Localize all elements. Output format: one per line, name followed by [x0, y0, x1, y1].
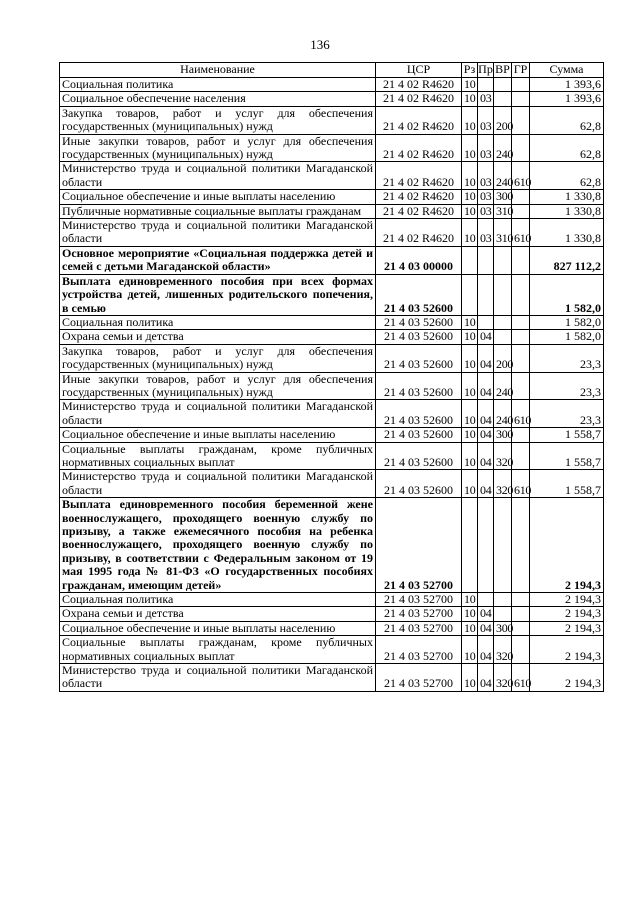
cell-sum: 62,8	[530, 134, 604, 162]
cell-sum: 1 582,0	[530, 315, 604, 329]
cell-rz: 10	[462, 664, 478, 692]
cell-rz: 10	[462, 92, 478, 106]
cell-csr: 21 4 03 52700	[376, 664, 462, 692]
cell-vr: 310	[494, 219, 512, 247]
cell-gr: 610	[512, 470, 530, 498]
cell-rz: 10	[462, 106, 478, 134]
cell-csr: 21 4 03 52600	[376, 442, 462, 470]
cell-name: Социальные выплаты гражданам, кроме публичных нормативных социальных выплат	[60, 442, 376, 470]
cell-name: Социальное обеспечение и иные выплаты населению	[60, 428, 376, 442]
cell-csr: 21 4 03 52600	[376, 470, 462, 498]
cell-gr	[512, 607, 530, 621]
cell-name: Социальное обеспечение и иные выплаты населению	[60, 190, 376, 204]
table-row	[60, 330, 604, 344]
cell-rz: 10	[462, 621, 478, 635]
cell-vr: 320	[494, 470, 512, 498]
cell-name: Охрана семьи и детства	[60, 330, 376, 344]
cell-vr	[494, 315, 512, 329]
table-row	[60, 498, 604, 593]
table-row	[60, 664, 604, 692]
cell-csr: 21 4 03 52600	[376, 274, 462, 315]
table-row	[60, 274, 604, 315]
cell-name: Выплата единовременного пособия беременной жене военнослужащего, проходящего военную службу по призыву, а также ежемесячного пособия на ребенка военнослужащего, проходящего военную службу по призыву, в соответствии с Федеральным законом от 19 мая 1995 года № 81-ФЗ «О государственных пособиях гражданам, имеющим детей»	[60, 498, 376, 593]
cell-sum: 1 393,6	[530, 78, 604, 92]
table-row	[60, 315, 604, 329]
cell-vr	[494, 78, 512, 92]
cell-name: Социальная политика	[60, 593, 376, 607]
cell-rz: 10	[462, 204, 478, 218]
cell-csr: 21 4 03 52700	[376, 621, 462, 635]
cell-rz: 10	[462, 190, 478, 204]
cell-name: Министерство труда и социальной политики Магаданской области	[60, 400, 376, 428]
cell-name: Основное мероприятие «Социальная поддержка детей и семей с детьми Магаданской области»	[60, 246, 376, 274]
cell-gr	[512, 593, 530, 607]
cell-pr	[478, 274, 494, 315]
cell-name: Социальная политика	[60, 78, 376, 92]
cell-csr: 21 4 03 52600	[376, 400, 462, 428]
cell-sum: 23,3	[530, 372, 604, 400]
cell-name: Иные закупки товаров, работ и услуг для обеспечения государственных (муниципальных) нужд	[60, 134, 376, 162]
cell-vr	[494, 593, 512, 607]
cell-pr: 04	[478, 330, 494, 344]
cell-sum: 62,8	[530, 162, 604, 190]
cell-csr: 21 4 03 52600	[376, 344, 462, 372]
cell-pr	[478, 78, 494, 92]
header-gr: ГР	[512, 63, 530, 78]
cell-pr	[478, 315, 494, 329]
cell-sum: 23,3	[530, 344, 604, 372]
cell-name: Министерство труда и социальной политики Магаданской области	[60, 219, 376, 247]
cell-rz: 10	[462, 470, 478, 498]
cell-pr: 03	[478, 92, 494, 106]
cell-sum: 1 330,8	[530, 219, 604, 247]
cell-gr	[512, 190, 530, 204]
header-vr: ВР	[495, 62, 510, 77]
cell-vr: 300	[494, 621, 512, 635]
cell-vr: 200	[494, 344, 512, 372]
table-row	[60, 246, 604, 274]
cell-rz: 10	[462, 442, 478, 470]
table-row	[60, 204, 604, 218]
cell-csr: 21 4 03 52700	[376, 593, 462, 607]
table-row	[60, 78, 604, 92]
cell-gr	[512, 106, 530, 134]
cell-sum: 1 330,8	[530, 190, 604, 204]
cell-sum: 2 194,3	[530, 636, 604, 664]
cell-gr	[512, 372, 530, 400]
cell-csr: 21 4 02 R4620	[376, 78, 462, 92]
cell-name: Социальное обеспечение населения	[60, 92, 376, 106]
cell-sum: 2 194,3	[530, 593, 604, 607]
cell-csr: 21 4 03 00000	[376, 246, 462, 274]
cell-csr: 21 4 02 R4620	[376, 190, 462, 204]
page-number: 136	[310, 37, 330, 52]
cell-vr: 240	[494, 372, 512, 400]
cell-rz: 10	[462, 134, 478, 162]
cell-csr: 21 4 03 52700	[376, 636, 462, 664]
cell-gr	[512, 92, 530, 106]
cell-sum: 2 194,3	[530, 607, 604, 621]
cell-pr: 03	[478, 162, 494, 190]
header-rz: Рз	[462, 63, 478, 78]
cell-name: Социальная политика	[60, 315, 376, 329]
cell-gr	[512, 330, 530, 344]
cell-name: Закупка товаров, работ и услуг для обеспечения государственных (муниципальных) нужд	[60, 344, 376, 372]
cell-rz: 10	[462, 372, 478, 400]
cell-rz: 10	[462, 607, 478, 621]
cell-sum: 827 112,2	[530, 246, 604, 274]
cell-rz: 10	[462, 315, 478, 329]
cell-rz: 10	[462, 344, 478, 372]
cell-sum: 1 558,7	[530, 428, 604, 442]
table-row	[60, 607, 604, 621]
cell-name: Социальное обеспечение и иные выплаты населению	[60, 621, 376, 635]
cell-pr: 04	[478, 428, 494, 442]
header-csr: ЦСР	[376, 63, 462, 78]
table-row	[60, 621, 604, 635]
cell-vr	[494, 607, 512, 621]
cell-csr: 21 4 02 R4620	[376, 106, 462, 134]
cell-name: Выплата единовременного пособия при всех формах устройства детей, лишенных родительского попечения, в семью	[60, 274, 376, 315]
cell-pr: 04	[478, 442, 494, 470]
table-row	[60, 442, 604, 470]
cell-rz: 10	[462, 593, 478, 607]
cell-gr	[512, 315, 530, 329]
cell-sum: 62,8	[530, 106, 604, 134]
table-row	[60, 636, 604, 664]
cell-rz: 10	[462, 400, 478, 428]
cell-vr	[494, 246, 512, 274]
cell-gr	[512, 246, 530, 274]
cell-name: Закупка товаров, работ и услуг для обеспечения государственных (муниципальных) нужд	[60, 106, 376, 134]
cell-pr: 04	[478, 621, 494, 635]
cell-name: Публичные нормативные социальные выплаты гражданам	[60, 204, 376, 218]
cell-rz: 10	[462, 636, 478, 664]
cell-vr: 240	[494, 134, 512, 162]
cell-vr: 310	[494, 204, 512, 218]
cell-pr: 04	[478, 664, 494, 692]
table-row	[60, 106, 604, 134]
cell-name: Министерство труда и социальной политики Магаданской области	[60, 470, 376, 498]
cell-csr: 21 4 02 R4620	[376, 219, 462, 247]
cell-pr: 04	[478, 636, 494, 664]
cell-pr: 03	[478, 106, 494, 134]
header-name: Наименование	[60, 63, 376, 78]
budget-table	[59, 62, 604, 692]
table-row	[60, 92, 604, 106]
cell-sum: 1 558,7	[530, 442, 604, 470]
cell-vr	[494, 274, 512, 315]
cell-csr: 21 4 03 52600	[376, 372, 462, 400]
cell-vr	[494, 498, 512, 593]
cell-sum: 1 330,8	[530, 204, 604, 218]
cell-rz: 10	[462, 162, 478, 190]
table-row	[60, 593, 604, 607]
cell-rz: 10	[462, 78, 478, 92]
cell-vr: 300	[494, 428, 512, 442]
header-pr: Пр	[478, 62, 493, 77]
table-row	[60, 372, 604, 400]
cell-vr	[494, 330, 512, 344]
cell-sum: 1 582,0	[530, 330, 604, 344]
cell-rz	[462, 498, 478, 593]
cell-pr: 03	[478, 190, 494, 204]
cell-sum: 2 194,3	[530, 664, 604, 692]
cell-csr: 21 4 03 52600	[376, 428, 462, 442]
cell-rz: 10	[462, 330, 478, 344]
cell-csr: 21 4 02 R4620	[376, 162, 462, 190]
cell-csr: 21 4 02 R4620	[376, 92, 462, 106]
cell-rz: 10	[462, 428, 478, 442]
cell-pr: 04	[478, 607, 494, 621]
cell-name: Министерство труда и социальной политики Магаданской области	[60, 162, 376, 190]
cell-pr: 04	[478, 400, 494, 428]
cell-sum: 1 582,0	[530, 274, 604, 315]
table-row	[60, 219, 604, 247]
cell-gr	[512, 78, 530, 92]
cell-rz	[462, 274, 478, 315]
table-row	[60, 428, 604, 442]
cell-sum: 2 194,3	[530, 498, 604, 593]
cell-gr: 610	[512, 400, 530, 428]
cell-gr	[512, 204, 530, 218]
table-row	[60, 190, 604, 204]
cell-pr	[478, 498, 494, 593]
cell-csr: 21 4 03 52700	[376, 498, 462, 593]
table-row	[60, 162, 604, 190]
cell-gr	[512, 636, 530, 664]
cell-vr: 200	[494, 106, 512, 134]
cell-pr: 04	[478, 470, 494, 498]
cell-name: Охрана семьи и детства	[60, 607, 376, 621]
cell-vr: 300	[494, 190, 512, 204]
cell-pr	[478, 246, 494, 274]
cell-pr: 03	[478, 134, 494, 162]
cell-vr	[494, 92, 512, 106]
cell-pr: 04	[478, 344, 494, 372]
table-row	[60, 470, 604, 498]
cell-csr: 21 4 03 52600	[376, 330, 462, 344]
cell-sum: 1 558,7	[530, 470, 604, 498]
cell-name: Министерство труда и социальной политики Магаданской области	[60, 664, 376, 692]
table-header-row	[60, 63, 604, 78]
cell-gr: 610	[512, 219, 530, 247]
cell-rz	[462, 246, 478, 274]
cell-pr: 03	[478, 204, 494, 218]
cell-gr	[512, 442, 530, 470]
cell-pr	[478, 593, 494, 607]
cell-vr: 240	[494, 400, 512, 428]
cell-gr	[512, 428, 530, 442]
table-body	[60, 78, 604, 692]
cell-gr	[512, 274, 530, 315]
cell-pr: 04	[478, 372, 494, 400]
cell-csr: 21 4 03 52600	[376, 315, 462, 329]
cell-pr: 03	[478, 219, 494, 247]
cell-vr: 320	[494, 636, 512, 664]
table-row	[60, 400, 604, 428]
header-sum: Сумма	[530, 63, 604, 78]
cell-name: Социальные выплаты гражданам, кроме публичных нормативных социальных выплат	[60, 636, 376, 664]
cell-csr: 21 4 03 52700	[376, 607, 462, 621]
cell-name: Иные закупки товаров, работ и услуг для обеспечения государственных (муниципальных) нужд	[60, 372, 376, 400]
cell-gr	[512, 344, 530, 372]
cell-sum: 1 393,6	[530, 92, 604, 106]
cell-csr: 21 4 02 R4620	[376, 204, 462, 218]
cell-sum: 2 194,3	[530, 621, 604, 635]
cell-gr: 610	[512, 162, 530, 190]
cell-vr: 240	[494, 162, 512, 190]
cell-csr: 21 4 02 R4620	[376, 134, 462, 162]
cell-rz: 10	[462, 219, 478, 247]
cell-gr	[512, 498, 530, 593]
table-row	[60, 134, 604, 162]
cell-vr: 320	[494, 442, 512, 470]
cell-sum: 23,3	[530, 400, 604, 428]
cell-gr	[512, 134, 530, 162]
cell-gr: 610	[512, 664, 530, 692]
cell-vr: 320	[494, 664, 512, 692]
cell-gr	[512, 621, 530, 635]
table-row	[60, 344, 604, 372]
